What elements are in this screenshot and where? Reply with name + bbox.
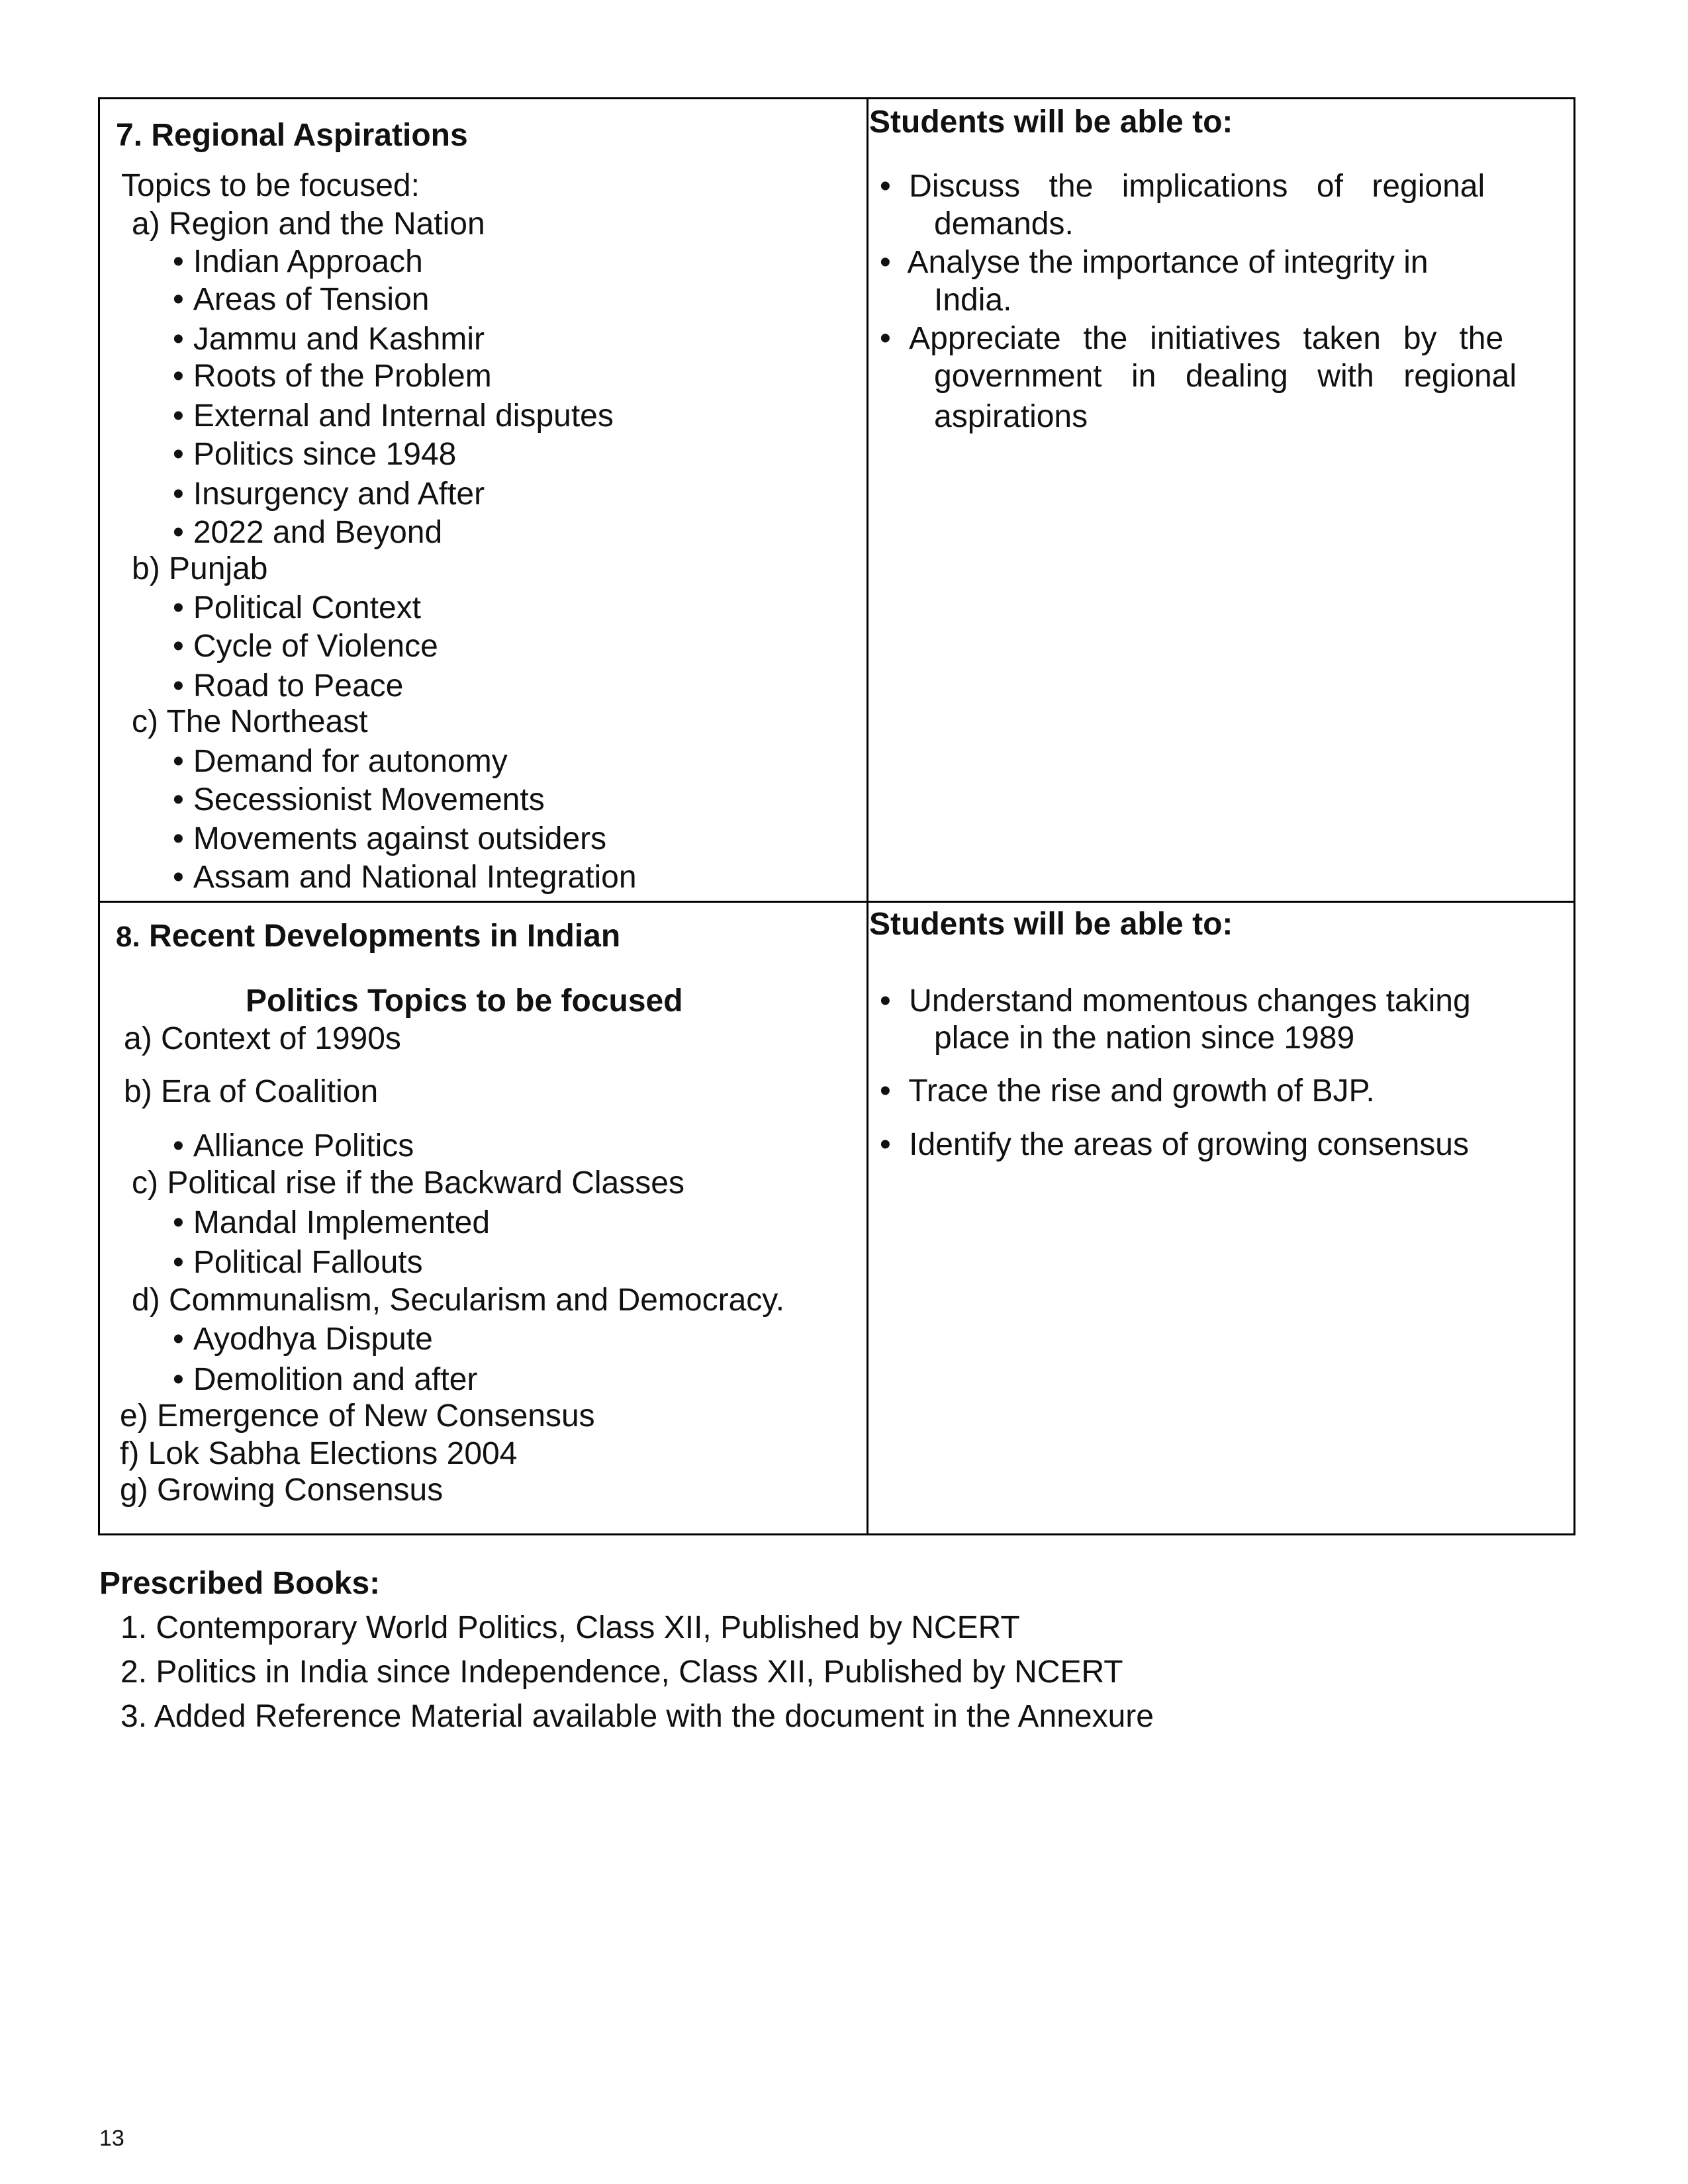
unit7-a-item: • Jammu and Kashmir [173,320,485,359]
unit8-subtopic-b: b) Era of Coalition [124,1074,379,1109]
unit8-outcome-1-line2: place in the nation since 1989 [934,1021,1355,1056]
prescribed-books-heading: Prescribed Books: [99,1566,381,1601]
unit8-b-item: • Alliance Politics [173,1127,414,1165]
book-item: 3. Added Reference Material available with the document in the Annexure [120,1699,1154,1734]
unit8-c-item: • Political Fallouts [173,1244,423,1282]
page-number: 13 [99,2126,124,2151]
unit8-subtopic-f: f) Lok Sabha Elections 2004 [120,1436,518,1471]
unit8-subtopic-d: d) Communalism, Secularism and Democracy. [132,1283,785,1318]
unit8-title-number: 8. [116,921,140,953]
unit7-b-item: • Road to Peace [173,667,403,705]
book-item: 1. Contemporary World Politics, Class XII, Published by NCERT [120,1610,1020,1645]
unit7-outcome-3-line2: government in dealing with regional [934,359,1517,394]
unit8-c-item: • Mandal Implemented [173,1204,490,1242]
unit7-subtopic-c: c) The Northeast [132,704,368,739]
unit7-subtopic-b: b) Punjab [132,551,268,586]
unit7-outcome-1-line2: demands. [934,206,1074,242]
unit7-b-item: • Political Context [173,589,421,627]
unit8-title [116,917,620,956]
unit7-topics-label: Topics to be focused: [121,168,420,203]
unit8-d-item: • Ayodhya Dispute [173,1320,433,1359]
unit7-a-item: • Indian Approach [173,243,423,281]
unit7-outcome-2-line1: Analyse the importance of integrity in [907,245,1429,280]
unit7-b-item: • Cycle of Violence [173,627,438,666]
unit8-subtopic-a: a) Context of 1990s [124,1021,401,1056]
unit7-c-item: • Demand for autonomy [173,743,508,781]
unit7-outcomes-heading: Students will be able to: [869,105,1233,140]
unit8-outcome [880,1126,1469,1164]
unit7-c-item: • Assam and National Integration [173,858,637,897]
unit7-a-item: • Areas of Tension [173,281,429,319]
unit8-outcome-1-line1: Understand momentous changes taking [909,983,1471,1019]
column-divider [867,99,868,1533]
unit7-a-item: • Politics since 1948 [173,435,456,474]
unit7-outcome [880,167,1485,206]
unit7-a-item: • Roots of the Problem [173,357,492,396]
unit7-a-item: • 2022 and Beyond [173,514,442,552]
syllabus-table [98,97,1575,1535]
unit8-subtopic-e: e) Emergence of New Consensus [120,1398,595,1433]
unit7-title: 7. Regional Aspirations [116,118,468,153]
unit7-subtopic-a: a) Region and the Nation [132,206,485,242]
unit7-a-item: • Insurgency and After [173,475,485,514]
unit7-outcome-3-line1: Appreciate the initiatives taken by the [909,321,1504,356]
unit7-outcome-1-line1: Discuss the implications of regional [909,169,1485,204]
unit8-subtitle: Politics Topics to be focused [246,983,683,1019]
unit7-outcome-2-line2: India. [934,283,1012,318]
row-divider [100,901,1573,903]
unit7-outcome [880,244,1429,282]
unit8-outcome [880,982,1471,1021]
unit8-subtopic-c: c) Political rise if the Backward Classes [132,1165,684,1201]
unit7-c-item: • Movements against outsiders [173,820,606,858]
unit7-outcome-3-line3: aspirations [934,399,1088,434]
unit8-outcome-3: Identify the areas of growing consensus [909,1127,1469,1162]
unit8-outcome [880,1072,1375,1111]
unit7-a-item: • External and Internal disputes [173,397,614,435]
unit8-title-text: Recent Developments in Indian [149,919,621,954]
unit7-outcome [880,320,1503,358]
unit7-c-item: • Secessionist Movements [173,781,545,819]
unit8-outcome-2: Trace the rise and growth of BJP. [908,1073,1375,1109]
unit8-outcomes-heading: Students will be able to: [869,907,1233,942]
unit8-d-item: • Demolition and after [173,1361,477,1399]
book-item: 2. Politics in India since Independence, Class XII, Published by NCERT [120,1655,1123,1690]
unit8-subtopic-g: g) Growing Consensus [120,1473,444,1508]
